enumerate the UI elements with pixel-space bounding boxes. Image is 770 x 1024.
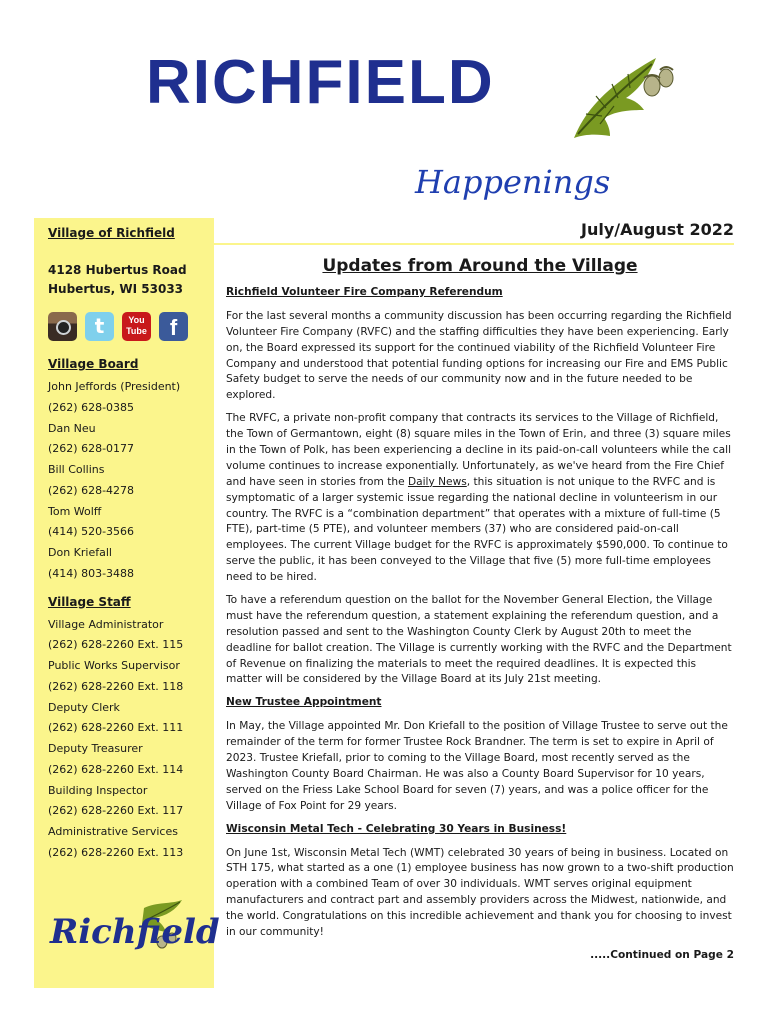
masthead-subtitle: Happenings [415,163,611,201]
staff-phone: (262) 628-2260 Ext. 111 [48,721,184,735]
board-member-phone: (262) 628-0177 [48,442,135,456]
board-member-phone: (262) 628-0385 [48,400,135,414]
paragraph: On June 1st, Wisconsin Metal Tech (WMT) celebrated 30 years of being in business. Located on STH 175, what started as a one (1) employee business has now grown to a two-shift production operation with a combined Team of over 30 individuals. WMT serves original equipment manufacturers and contract part and assembly providers across the Midwest, nationwide, and the world. Congratulations on this incredible achievement and thank you for choosing to invest in our community! [226,846,734,938]
staff-title: Building Inspector [48,783,148,797]
paragraph-text: , this situation is not unique to the RVFC and is symptomatic of a larger systemic issue regarding the national decline in volunteerism in our country. The RVFC is a “combination department” that operates with a mixture of full-time (5 FTE), part-time (5 PTE), and volunteer members (37) who are considered paid-on-call employees. The current Village budget for the RVFC is approximately $590,000. To continue to serve the public, it has been conveyed to the Village that five (5) more full-time employees need to be hired. [226,475,728,584]
masthead-title: RICHFIELD [146,48,495,117]
facebook-icon[interactable]: f [159,312,188,341]
board-member-name: Tom Wolff [48,504,102,518]
board-list [48,380,200,581]
staff-title: Public Works Supervisor [48,659,180,673]
instagram-icon[interactable] [48,312,77,341]
staff-phone: (262) 628-2260 Ext. 115 [48,638,184,652]
social-links [48,312,200,341]
paragraph-text: The RVFC, a private non-profit company that contracts its services to the Village of Richfield, the Town of Germantown, eight (8) square miles in the Town of Erin, and three (3) square miles in the Town of Polk, has been experiencing a decline in its paid-on-call volunteers while the call volume continues to increase exponentially. Unfortunately, as we've heard from the Fire Chief and have seen in stories from the [226,412,732,488]
staff-phone: (262) 628-2260 Ext. 118 [48,679,184,693]
board-member-phone: (414) 803-3488 [48,566,135,580]
staff-title: Administrative Services [48,825,178,839]
paragraph: In May, the Village appointed Mr. Don Kriefall to the position of Village Trustee to serve out the remainder of the term for former Trustee Rock Brandner. The term is set to expire in April of 2023. Trustee Kriefall, prior to coming to the Village Board, most recently served as the Washington County Board Chairman. He was also a County Board Supervisor for 10 years, served on the Friess Lake School Board for seven (7) years, and was a police officer for the Village of Fox Point for 29 years. [226,720,728,812]
daily-news-link[interactable]: Daily News [407,475,467,488]
logo-text: Richfield [50,912,220,952]
board-member-name: Bill Collins [48,463,105,477]
youtube-icon-line1: You [128,315,145,326]
page-title: Updates from Around the Village [322,256,638,276]
staff-title: Deputy Clerk [48,700,120,714]
date-divider [214,243,734,245]
youtube-icon-line2: Tube [126,326,147,337]
staff-phone: (262) 628-2260 Ext. 117 [48,804,184,818]
board-member-phone: (262) 628-4278 [48,483,135,497]
oak-leaf-icon [556,38,686,148]
youtube-icon[interactable] [122,312,151,341]
village-label: Village of Richfield [48,226,175,240]
continued-note: .....Continued on Page 2 [590,948,734,961]
board-member-phone: (414) 520-3566 [48,525,135,539]
staff-phone: (262) 628-2260 Ext. 113 [48,845,184,859]
paragraph: To have a referendum question on the ballot for the November General Election, the Village must have the referendum question, a statement explaining the referendum question, and a resolution passed and sent to the Washington County Clerk by August 20th to meet the deadline for ballot creation. The Village is currently working with the RVFC and the Department of Revenue on finalizing the materials to meet the required deadlines. It is expected this matter will be considered by the Village Board at its July 21st meeting. [226,594,732,686]
staff-title: Deputy Treasurer [48,742,143,756]
section-heading: Wisconsin Metal Tech - Celebrating 30 Years in Business! [226,822,567,835]
staff-list [48,618,200,860]
section-heading: Richfield Volunteer Fire Company Referendum [226,286,503,298]
paragraph [226,411,734,586]
section-heading: New Trustee Appointment [226,696,382,709]
twitter-icon[interactable]: t [85,312,114,341]
article-body [226,285,734,971]
richfield-logo [48,898,220,962]
staff-phone: (262) 628-2260 Ext. 114 [48,762,184,776]
paragraph: For the last several months a community discussion has been occurring regarding the Richfield Volunteer Fire Company (RVFC) and the staffing difficulties they have been experiencing. Early on, the Board expressed its support for the continued viability of the Richfield Volunteer Fire Company and understood that potential funding options for increasing our Fire and EMS Public Safety budget to serve the needs of our community now and in the future needed to be explored. [226,309,732,402]
issue-date: July/August 2022 [581,220,734,239]
board-member-name: John Jeffords (President) [48,380,181,394]
staff-heading: Village Staff [48,594,131,609]
board-member-name: Don Kriefall [48,546,112,560]
masthead [0,0,770,215]
address [48,261,200,298]
staff-title: Village Administrator [48,617,164,631]
board-member-name: Dan Neu [48,421,96,435]
address-line1: 4128 Hubertus Road [48,263,187,277]
sidebar [34,218,220,988]
board-heading: Village Board [48,357,139,372]
address-line2: Hubertus, WI 53033 [48,281,184,296]
